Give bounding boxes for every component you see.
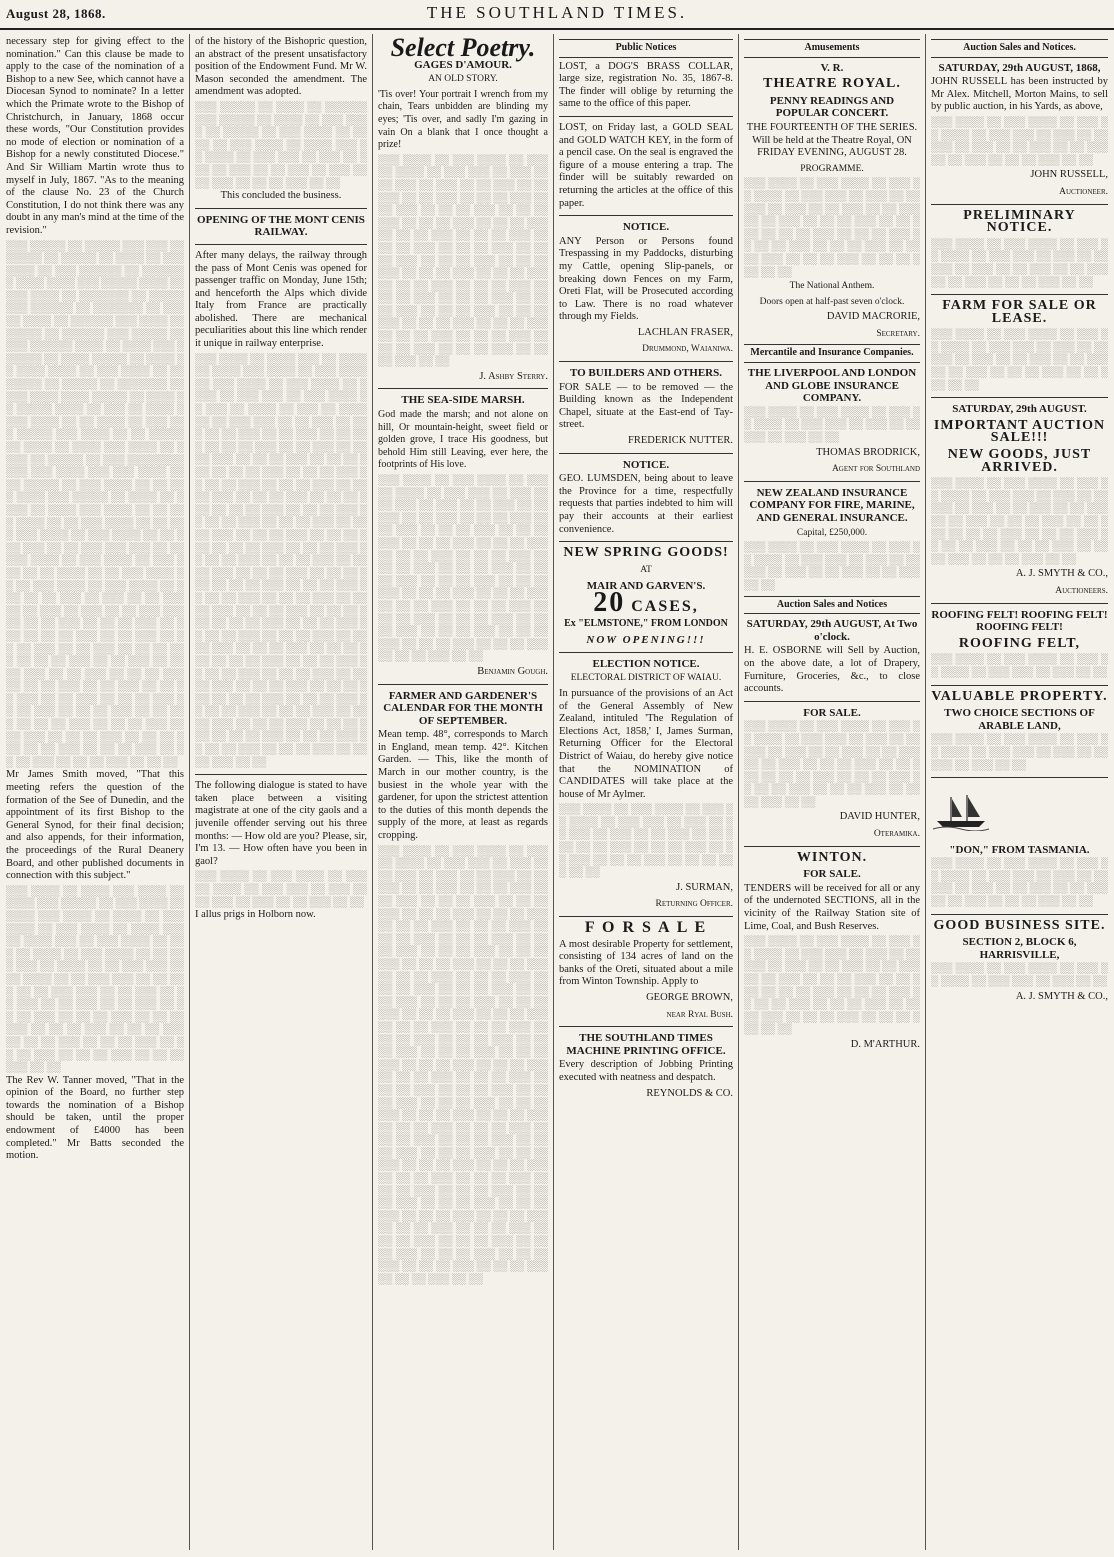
illegible-text: ░░░ ░░░░ ░░ ░░░ ░░░░ ░░ ░░░ ░░ ░░░░ ░░ ░░░ ░░░ ░░ ░░░ ░░ ░░ ░░░ ░░ ░░░ ░░ ░░ [931,734,1108,771]
ad-heading: WINTON. [796,849,868,865]
illegible-text: ░░░ ░░░░ ░░ ░░░ ░░░░ ░░ ░░░ ░░ ░░░░ ░░ ░░░ ░░░ ░░ ░░░ ░░ ░░ [931,963,1108,988]
article-note: This concluded the business. [220,190,342,202]
illegible-text: ░░░ ░░░░ ░░ ░░░░ ░░░ ░░ ░░░░ ░░ ░░░░ ░░░ ░░░░ ░░ ░░░ ░░░░ ░░ ░░░ ░░░░ ░░ ░░░ ░░░░ ░░ ░░░░ ░░ ░░░ ░░░ ░░ ░░░ ░░░░ ░░ ░░░ ░░ ░░░░ ░░ ░░░ ░░ ░░░░ ░░ ░░ ░░░ ░░░ ░░ ░░ ░░░ ░░ ░░░ ░░ ░░ ░░░ ░░ ░░ ░░░ ░░ ░░ ░░░ ░░ ░░ ░░ ░░░ ░░ ░░ ░░░ ░░ ░░ ░░ ░░░ ░░ ░░ ░░ ░░░ ░░ ░░ ░░ ░░░ ░░ ░░ ░░ ░░░ ░░ ░░ ░░ ░░░ ░░ ░░ ░░ ░░░ ░░ ░░ ░░ ░░░ ░░ ░░ ░░ ░░░ ░░ ░░ ░░ ░░░ ░░ ░░ ░░ ░░░ ░░ ░░ ░░ ░░░ ░░ ░░ ░░ ░░░ ░░ ░░ ░░ ░░░ ░░ ░░ ░░ ░░░ ░░ ░░ ░░ ░░░ ░░ ░░ ░░ ░░░ ░░ ░░ ░░ ░░░ ░░ ░░ ░░ ░░░ ░░ ░░ ░░ ░░░ ░░ ░░ ░░ ░░░ ░░ ░░ ░░ ░░░ ░░ ░░ ░░ ░░░ ░░ ░░ ░░ ░░░ ░░ ░░ ░░ ░░░ ░░ ░░ ░░ ░░░ ░░ ░░ ░░ ░░░ ░░ ░░ ░░ ░░░ ░░ ░░ ░░ ░░░ ░░ ░░ ░░ ░░░ ░░ ░░ ░░ ░░░ ░░ ░░ ░░ ░░░ ░░ ░░ ░░ ░░░ ░░ ░░ ░░ ░░░ ░░ ░░ ░░ ░░░ ░░ ░░ ░░ ░░░ ░░ ░░ ░░ ░░░ ░░ ░░ ░░ ░░░ ░░ ░░ ░░ ░░░ ░░ ░░ ░░ ░░░ ░░ ░░ ░░ ░░░ ░░ ░░ ░░ ░░░ ░░ ░░ ░░ ░░░ ░░ ░░ ░░ ░░░ ░░ ░░ ░░ ░░░ ░░ ░░ ░░ ░░░ ░░ ░░ ░░ ░░░ ░░ ░░ ░░ ░░░ ░░ ░░ ░░ ░░░ ░░ ░░ ░░ ░░░ ░░ ░░ ░░ ░░░ ░░ ░░ ░░ ░░░ ░░ ░░ ░░ ░░░ ░░ ░░ ░░ ░░░ ░░ ░░ ░░ ░░░ ░░ ░░ ░░ ░░░ ░░ ░░ ░░ ░░░ ░░ ░░ ░░ ░░░ ░░ ░░ [195,353,367,768]
divider [559,215,733,216]
programme-label: PROGRAMME. [800,163,864,174]
notice-signature: J. SURMAN, [676,881,733,893]
section-header: Public Notices [559,39,733,58]
article-heading: OPENING OF THE MONT CENIS RAILWAY. [197,213,365,239]
ad-heading: IMPORTANT AUCTION SALE!!! [933,417,1106,446]
ad-signature: A. J. SMYTH & CO., [1015,990,1108,1002]
illegible-text: ░░░ ░░░░ ░░ ░░░ ░░░░ ░░ ░░░ ░░ ░░░░ ░░ ░░░ ░░░ ░░ ░░░ ░░ ░░ ░░░ ░░ ░░░ ░░ ░░ ░░░ ░░ ░░ ░░░ ░░ ░░ ░░░ ░░ ░░ ░░ ░░░ ░░ ░░ ░░░ ░░ ░░ ░░ ░░░ ░░ ░░ ░░ ░░░ ░░ ░░ ░░ ░░░ ░░ ░░ ░░ ░░░ ░░ ░░ ░░ ░░░ ░░ ░░ ░░ ░░░ ░░ ░░ ░░ ░░░ ░░ ░░ [744,178,920,278]
notice-signature: LACHLAN FRASER, [637,326,733,338]
ad-heading: THEATRE ROYAL. [763,76,901,92]
divider [559,652,733,653]
illegible-text: ░░░ ░░░░ ░░ ░░░ ░░░░ ░░ ░░░ ░░ ░░░░ ░░ ░░░ ░░░ ░░ ░░░ ░░ ░░ ░░░ ░░ ░░░ ░░ ░░ ░░░ ░░ ░░ ░░░ ░░ ░░ ░░░ ░░ ░░ ░░ ░░░ ░░ ░░ ░░░ ░░ ░░ ░░ ░░░ ░░ ░░ ░░ ░░░ ░░ ░░ ░░ ░░░ ░░ ░░ ░░ ░░░ ░░ ░░ ░░ ░░░ ░░ ░░ [744,721,920,808]
article-text: necessary step for giving effect to the nomination." Can this clause be made to apply to the case of the nomination of a Bishop to a new See, which cannot have a Diocesan Synod to nominate? In a letter which the Primate wrote to the Bishop of Christchurch, in January, 1868 occur these words, "Our Constitution provides no mode of election or nomination of a Bishop for a newly constituted Diocese." And Sir William Martin wrote thus to myself in July, 1867. "As to the meaning of the clause No. 23 of the Church Constitution, I do not think there was any doubt in any man's mind at the time of the revision." [6,36,184,236]
ad-heading: FARM FOR SALE OR LEASE. [942,298,1097,326]
masthead-title: THE SOUTHLAND TIMES. [426,3,688,22]
ad-heading: FOR SALE. [803,868,861,881]
masthead-date: August 28, 1868. [6,6,106,21]
ad-heading: "DON," FROM TASMANIA. [949,843,1090,856]
notice-subheading: ELECTORAL DISTRICT OF WAIAU. [570,673,722,684]
illegible-text: ░░░ ░░░░ ░░ ░░░ ░░░░ ░░ ░░░ ░░ ░░░░ ░░ ░░░ ░░░ ░░ ░░░ ░░ ░░ ░░░ ░░ ░░░ ░░ ░░ ░░░ ░░ ░░ ░░░ ░░ ░░ ░░░ ░░ ░░ ░░ ░░░ ░░ ░░ ░░░ ░░ ░░ ░░ ░░░ ░░ ░░ ░░ ░░░ ░░ ░░ ░░ ░░░ ░░ ░░ ░░ ░░░ ░░ ░░ ░░ ░░░ ░░ ░░ ░░ ░░░ ░░ ░░ [931,478,1108,565]
column-rule [553,34,554,1550]
ad-signature: Secretary. [876,328,920,339]
column-1 [6,36,184,1548]
article-text: The following dialogue is stated to have taken place between a visiting magistrate at one of the city gaols and a juvenile offender serving out his three months: — How old are you? Please, sir, I'm 13. — How often have you been in gaol? [195,780,367,867]
ad-heading: NEW GOODS, JUST ARRIVED. [947,447,1092,475]
notice-text: GEO. LUMSDEN, being about to leave the Province for a time, respectfully requests that parties indebted to him will pay their accounts at their earliest convenience. [559,473,733,535]
article-heading: FARMER AND GARDENER'S CALENDAR FOR THE MONTH OF SEPTEMBER. [383,689,543,727]
poem-author: Benjamin Gough. [477,665,548,677]
divider [559,453,733,454]
notice-signature: FREDERICK NUTTER. [628,435,733,447]
ad-heading: THE SOUTHLAND TIMES MACHINE PRINTING OFFICE. [566,1032,726,1057]
cases-label: CASES, [631,597,699,615]
poem-title: GAGES D'AMOUR. [414,58,512,71]
notice-signature: GEORGE BROWN, [646,992,733,1003]
ad-heading: GOOD BUSINESS SITE. [933,917,1106,933]
ad-text: Capital, £250,000. [796,527,868,538]
ad-heading: SATURDAY, 29th AUGUST. [952,403,1087,416]
illegible-text: ░░░ ░░░░ ░░ ░░░ ░░░░ ░░ ░░░ ░░ ░░░░ ░░ ░░░ ░░░ ░░ ░░░ ░░ ░░ ░░░ ░░ ░░░ ░░ ░░ ░░░ ░░ ░░ [195,871,367,908]
royal-cypher: V. R. [820,61,844,74]
divider [931,294,1108,295]
ad-heading: NEW ZEALAND INSURANCE COMPANY FOR FIRE, MARINE, AND GENERAL INSURANCE. [749,486,915,524]
poem-title: THE SEA-SIDE MARSH. [401,394,525,407]
divider [559,361,733,362]
column-6 [931,36,1108,1548]
ad-heading: NEW SPRING GOODS! [563,545,729,561]
notice-heading: TO BUILDERS AND OTHERS. [569,367,722,380]
divider [559,116,733,117]
section-masthead: Select Poetry. [390,36,536,62]
ad-text: Ex "ELMSTONE," FROM LONDON [564,617,728,629]
notice-text: FOR SALE — to be removed — the Building known as the Independent Chapel, situate at the East-end of Tay-street. [559,381,733,431]
column-5 [744,36,920,1548]
divider [931,685,1108,686]
poem-text: God made the marsh; and not alone on hill, Or mountain-height, sweet field or golden grove, I trace His goodness, but behold Him still Leaving, ever here, the footprints of His love. [378,409,548,471]
ad-signature: Auctioneer. [1059,186,1108,197]
ad-signature: Agent for Southland [831,464,920,475]
ad-signature: Auctioneers. [1055,585,1108,596]
poem-text: 'Tis over! Your portrait I wrench from my chain, Tears unbidden are blinding my eyes; 'Tis over, and sadly I'm gazing in vain On a blank that I once thought a prize! [378,88,548,151]
notice-heading: NOTICE. [622,458,670,471]
section-header: Auction Sales and Notices. [931,39,1108,58]
poem-author: J. Ashby Sterry. [479,370,548,382]
ad-text: JOHN RUSSELL has been instructed by Mr Alex. Mitchell, Morton Mains, to sell by public auction, in his Yards, as above, [931,76,1108,113]
divider [931,397,1108,398]
article-text: of the history of the Bishopric question, an abstract of the present unsatisfactory position of the Endowment Fund. Mr W. Mason seconded the amendment. The amendment was adopted. [195,36,367,98]
divider [931,204,1108,205]
ad-heading: SECTION 2, BLOCK 6, HARRISVILLE, [962,936,1077,961]
article-text: I allus prigs in Holborn now. [195,909,316,921]
illegible-text: ░░░ ░░░░ ░░ ░░░ ░░░░ ░░ ░░░ ░░ ░░░░ ░░ ░░░ ░░░ ░░ ░░░ ░░ ░░ [931,654,1108,678]
poem-subtitle: AN OLD STORY. [428,74,498,85]
illegible-text: ░░░ ░░░░ ░░ ░░░ ░░░░ ░░ ░░░ ░░ ░░░░ ░░ ░░░ ░░░ ░░ ░░░ ░░ ░░ ░░░ ░░ ░░░ ░░ ░░ ░░░ ░░ ░░ ░░░ ░░ ░░ ░░░ ░░ ░░ ░░ ░░░ ░░ ░░ ░░░ ░░ ░░ ░░ ░░░ ░░ ░░ ░░ ░░░ ░░ ░░ [559,804,733,879]
illegible-text: ░░░ ░░░░░ ░░ ░░░░░ ░░░ ░░░ ░░░░░░░ ░░ ░░░░░ ░░ ░░░░ ░░ ░░░░░░░ ░░ ░░░ ░░░░░░ ░░ ░░░░░░░ ░░░░ ░░░░ ░░░ ░░░░░ ░░░░ ░░ ░░░ ░░░░ ░░ ░░░░░░░ ░░ ░░░░░ ░░░ ░░░░░░ ░░ ░░░░░░░ ░░ ░░░░░ ░░░░ ░░ ░░░░░░ ░░░ ░░░░ ░░ ░░░░░ ░░ ░░░░░░ ░░░ ░░░░░ ░░ ░░░ ░░░░░░ ░░░░ ░░ ░░░░ ░░░ ░░░░░░ ░░ ░░░░ ░░░░░ ░░ ░░░░ ░░ ░░░░ ░░░░ ░░ ░░░ ░░░░ ░░ ░░░░░░░ ░░ ░░░░░ ░░ ░░░░░░░ ░░ ░░░ ░░░░ ░░░░ ░░░░░ ░░ ░░░░ ░░ ░░░░░ ░░░░ ░░ ░░░ ░░ ░░░░ ░░░░ ░░░░ ░░ ░░ ░░░░ ░░ ░░░ ░░░ ░░░░░ ░░░ ░░░░ ░░ ░░ ░░░░░ ░░ ░░░░ ░░ ░░░░ ░░░ ░░░░ ░░ ░░░░ ░░ ░░░░░ ░░ ░░░ ░░░░░░░░ ░░░ ░░░ ░░░░ ░░░ ░░░ ░░░░ ░░ ░░ ░░░░░ ░░ ░░░ ░░░░ ░░ ░░ ░░░ ░░░░ ░░░ ░░░░░ ░░ ░░░░ ░░ ░░░░ ░░ ░░░░ ░░░ ░░░░ ░░ ░░ ░░░ ░░░░ ░░ ░░ ░░░ ░░░░ ░░ ░░ ░░░ ░░░ ░░░░ ░░ ░░░ ░░░░ ░░ ░░ ░░░ ░░░ ░░ ░░ ░░░ ░░░ ░░░ ░░ ░░ ░░░ ░░░░ ░░ ░░░ ░░░░ ░░ ░░░ ░░░ ░░ ░░ ░░░░ ░░ ░░ ░░░ ░░░░ ░░ ░░ ░░░ ░░░░ ░░ ░░░ ░░░░ ░░ ░░░ ░░ ░░ ░░░ ░░ ░░░ ░░ ░░ ░░░ ░░ ░░ ░░░ ░░ ░░░ ░░ ░░ ░░░ ░░░ ░░ ░░ ░░ ░░░ ░░ ░░ ░░ ░░░ ░░ ░░░ ░░ ░░ ░░ ░░░ ░░ ░░ ░░░ ░░ ░░ ░░ ░░░ ░░ ░░ ░░░ ░░ ░░ ░░ ░░░ ░░ ░░ ░░ ░░░ ░░ ░░ ░░░ ░░ ░░ ░░ ░░░ ░░ ░░ ░░░ ░░ ░░ ░░ ░░░ ░░ ░░ ░░ ░░░ ░░ ░░ ░░░ ░░ ░░ ░░ ░░░ ░░ ░░ ░░░ ░░ ░░ ░░ ░░░ ░░ ░░ ░░░ ░░ ░░ ░░ ░░░ ░░ ░░ ░░░ ░░ ░░ ░░ ░░░ ░░ ░░ ░░ ░░░ ░░ ░░ ░░░ ░░ ░░ ░░ ░░░ ░░ ░░ ░░ ░░░ ░░ ░░ ░░░ ░░ ░░ ░░ ░░░ ░░ ░░ ░░ ░░░ ░░ ░░ ░░ ░░░ ░░ ░░ ░░ [6,240,184,768]
illegible-text: ░░░ ░░░░ ░░ ░░░ ░░░░ ░░ ░░░ ░░ ░░░░ ░░ ░░░ ░░░ ░░ ░░░ ░░ ░░ ░░░ ░░ ░░░ ░░ ░░ ░░░ ░░ ░░ ░░░ ░░ ░░ ░░░ ░░ ░░ ░░ ░░░ ░░ ░░ ░░░ ░░ ░░ ░░ ░░░ ░░ ░░ ░░ ░░░ ░░ ░░ ░░ ░░░ ░░ ░░ ░░ ░░░ ░░ ░░ ░░ ░░░ ░░ ░░ ░░ ░░░ ░░ ░░ ░░ ░░░ ░░ ░░ ░░ ░░░ ░░ ░░ ░░ ░░░ ░░ ░░ ░░ ░░░ ░░ ░░ ░░ ░░░ ░░ ░░ ░░ ░░░ ░░ ░░ ░░ ░░░ ░░ ░░ ░░ ░░░ ░░ ░░ ░░ ░░░ ░░ ░░ ░░ ░░░ ░░ ░░ ░░ ░░░ ░░ ░░ ░░ ░░░ ░░ ░░ ░░ ░░░ ░░ ░░ ░░ ░░░ ░░ ░░ ░░ ░░░ ░░ ░░ ░░ ░░░ ░░ ░░ ░░ ░░░ ░░ ░░ [378,475,548,663]
ad-heading: SATURDAY, 29th AUGUST, 1868, [938,61,1101,74]
ad-text: THE FOURTEENTH OF THE SERIES. Will be held at the Theatre Royal, ON FRIDAY EVENING, AUGUST 28. [746,121,918,159]
divider [744,701,920,702]
ad-heading: ROOFING FELT! ROOFING FELT! ROOFING FELT! [931,608,1108,634]
ad-heading: TWO CHOICE SECTIONS OF ARABLE LAND, [944,707,1095,732]
ad-heading: SATURDAY, 29th AUGUST, At Two o'clock. [746,618,918,643]
notice-signature: Drummond, Waianiwa. [642,344,733,355]
ad-signature: DAVID HUNTER, [839,811,920,823]
divider [195,774,367,775]
illegible-text: ░░░ ░░░░ ░░ ░░░ ░░░░ ░░ ░░░ ░░ ░░░░ ░░ ░░░ ░░░ ░░ ░░░ ░░ ░░ ░░░ ░░ ░░░ ░░ ░░ ░░░ ░░ ░░ ░░░ ░░ ░░ ░░░ ░░ ░░ ░░ ░░░ ░░ ░░ ░░░ ░░ ░░ ░░ ░░░ ░░ ░░ ░░ ░░░ ░░ ░░ ░░ ░░░ ░░ ░░ ░░ ░░░ ░░ ░░ ░░ ░░░ ░░ ░░ ░░ ░░░ ░░ ░░ ░░ ░░░ ░░ ░░ [744,936,920,1036]
section-header: Auction Sales and Notices [744,596,920,615]
notice-text: LOST, on Friday last, a GOLD SEAL and GOLD WATCH KEY, in the form of a pencil case. On the seal is engraved the figure of a mouse entering a trap. The finder will be suitably rewarded on returning the articles at the office of this paper. [559,121,733,209]
ad-signature: JOHN RUSSELL, [1030,169,1108,181]
notice-signature: near Ryal Bush. [666,1009,733,1020]
illegible-text: ░░░ ░░░░ ░░ ░░░ ░░░░ ░░ ░░░ ░░ ░░░░ ░░ ░░░ ░░░ ░░ ░░░ ░░ ░░ ░░░ ░░ ░░░ ░░ ░░ ░░░ ░░ ░░ ░░░ ░░ ░░ [744,542,920,591]
divider [378,684,548,685]
illegible-text: ░░░ ░░░░ ░░ ░░░ ░░░░ ░░ ░░░ ░░ ░░░░ ░░ ░░░ ░░░ ░░ ░░░ ░░ ░░ ░░░ ░░ ░░░ ░░ ░░ ░░░ ░░ ░░ ░░░ ░░ ░░ ░░░ ░░ ░░ ░░ ░░░ ░░ ░░ [931,116,1108,166]
illegible-text: ░░░ ░░░░ ░░ ░░░░ ░░░ ░░░░ ░░ ░░░░ ░░░ ░░░░░ ░░ ░░░ ░░░░ ░░ ░░░░ ░░░ ░░░░ ░░ ░░░░ ░░ ░░░ ░░░░ ░░ ░░░ ░░░░ ░░ ░░░░ ░░░ ░░ ░░░░ ░░░ ░░ ░░░ ░░░░ ░░ ░░░ ░░ ░░░░ ░░ ░░░ ░░░░ ░░ ░░ ░░░ ░░░ ░░ ░░░░ ░░ ░░ ░░░ ░░░ ░░ ░░ ░░░░ ░░ ░░ ░░░ ░░░ ░░ ░░ ░░░ ░░ ░░ ░░░ ░░░ ░░ ░░ ░░░ ░░ ░░ ░░░ ░░ ░░ ░░░ ░░ ░░ ░░░ ░░ ░░ ░░ ░░░ ░░ ░░ ░░ ░░░ ░░ ░░ ░░ ░░░ ░░ ░░ ░░ ░░░ ░░ ░░ ░░ ░░░ ░░ ░░ ░░ ░░░ ░░ ░░ ░░ ░░░ ░░ ░░ ░░ ░░░ ░░ ░░ ░░ ░░░ ░░ ░░ ░░ ░░░ ░░ ░░ [6,885,184,1074]
column-rule [372,34,373,1550]
ad-heading: PRELIMINARY NOTICE. [963,207,1076,236]
ad-signature: REYNOLDS & CO. [646,1087,733,1099]
column-2 [195,36,367,1548]
ad-heading: PENNY READINGS AND POPULAR CONCERT. [769,94,895,120]
illegible-text: ░░░ ░░░░░ ░░ ░░░░ ░░ ░░░░░░ ░░░ ░░░░░ ░░ ░░░░ ░░ ░░░ ░░░░ ░░ ░░░░░ ░░ ░░░ ░░░░ ░░ ░░░░ ░░ ░░░ ░░░░ ░░ ░░░░ ░░░ ░░ ░░░░ ░░ ░░░ ░░░ ░░ ░░░ ░░ ░░░ ░░ ░░░ ░░ ░░ ░░░ ░░ ░░░ ░░ ░░ ░░░ ░░ ░░ ░░ ░░░ ░░ ░░ [195,101,367,189]
ad-heading: F O R S A L E [584,919,708,937]
illegible-text: ░░░ ░░░░ ░░ ░░░ ░░░░ ░░ ░░░ ░░ ░░░░ ░░ ░░░ ░░░ ░░ ░░░ ░░ ░░ ░░░ ░░ ░░░ ░░ ░░ ░░░ ░░ ░░ ░░░ ░░ ░░ ░░░ ░░ ░░ ░░ ░░░ ░░ ░░ [931,858,1108,908]
column-rule [189,34,190,1550]
illegible-text: ░░░ ░░░░ ░░ ░░░ ░░░░ ░░ ░░░ ░░ ░░░░ ░░ ░░░ ░░░ ░░ ░░░ ░░ ░░ ░░░ ░░ ░░░ ░░ ░░ ░░░ ░░ ░░ ░░░ ░░ ░░ ░░░ ░░ ░░ ░░ ░░░ ░░ ░░ ░░░ ░░ ░░ ░░ ░░░ ░░ ░░ ░░ ░░░ ░░ ░░ ░░ ░░░ ░░ ░░ ░░ ░░░ ░░ ░░ ░░ ░░░ ░░ ░░ ░░ ░░░ ░░ ░░ ░░ ░░░ ░░ ░░ ░░ ░░░ ░░ ░░ ░░ ░░░ ░░ ░░ ░░ ░░░ ░░ ░░ ░░ ░░░ ░░ ░░ ░░ ░░░ ░░ ░░ ░░ ░░░ ░░ ░░ ░░ ░░░ ░░ ░░ ░░ ░░░ ░░ ░░ ░░ ░░░ ░░ ░░ ░░ ░░░ ░░ ░░ ░░ ░░░ ░░ ░░ ░░ ░░░ ░░ ░░ ░░ ░░░ ░░ ░░ ░░ ░░░ ░░ ░░ ░░ ░░░ ░░ ░░ ░░ ░░░ ░░ ░░ ░░ ░░░ ░░ ░░ ░░ ░░░ ░░ ░░ ░░ ░░░ ░░ ░░ ░░ ░░░ ░░ ░░ [378,154,548,368]
divider [931,603,1108,604]
illegible-text: ░░░ ░░░░ ░░ ░░░ ░░░░ ░░ ░░░ ░░ ░░░░ ░░ ░░░ ░░░ ░░ ░░░ ░░ ░░ ░░░ ░░ ░░░ ░░ ░░ [744,406,920,444]
notice-text: A most desirable Property for settlement, consisting of 134 acres of land on the banks of the Oreti, situated about a mile from Winton Township. Apply to [559,938,733,988]
ad-heading: MAIR AND GARVEN'S. [586,580,706,593]
divider [378,388,548,389]
ad-signature: A. J. SMYTH & CO., [1015,568,1108,580]
notice-heading: ELECTION NOTICE. [592,657,700,670]
divider [559,916,733,917]
notice-text: In pursuance of the provisions of an Act of the General Assembly of New Zealand, intituled 'The Regulation of Elections Act, 1858,' I, James Surman, Returning Officer for the Electoral District of Waiau, do hereby give notice that the NOMINATION of CANDIDATES will take place at the house of Mr Aylmer. [559,687,733,800]
ad-heading: THE LIVERPOOL AND LONDON AND GLOBE INSURANCE COMPANY. [747,367,917,405]
ad-text: AT [640,564,652,575]
ship-icon [931,791,991,831]
divider [195,244,367,245]
ad-heading: ROOFING FELT, [958,635,1081,651]
section-header: Amusements [744,39,920,58]
divider [744,846,920,847]
illegible-text: ░░░ ░░░░ ░░ ░░░ ░░░░ ░░ ░░░ ░░ ░░░░ ░░ ░░░ ░░░ ░░ ░░░ ░░ ░░ ░░░ ░░ ░░░ ░░ ░░ ░░░ ░░ ░░ ░░░ ░░ ░░ ░░░ ░░ ░░ ░░ ░░░ ░░ ░░ ░░░ ░░ ░░ ░░ ░░░ ░░ ░░ ░░ ░░░ ░░ ░░ ░░ ░░░ ░░ ░░ ░░ ░░░ ░░ ░░ ░░ ░░░ ░░ ░░ ░░ ░░░ ░░ ░░ ░░ ░░░ ░░ ░░ ░░ ░░░ ░░ ░░ ░░ ░░░ ░░ ░░ ░░ ░░░ ░░ ░░ ░░ ░░░ ░░ ░░ ░░ ░░░ ░░ ░░ ░░ ░░░ ░░ ░░ ░░ ░░░ ░░ ░░ ░░ ░░░ ░░ ░░ ░░ ░░░ ░░ ░░ ░░ ░░░ ░░ ░░ ░░ ░░░ ░░ ░░ ░░ ░░░ ░░ ░░ ░░ ░░░ ░░ ░░ ░░ ░░░ ░░ ░░ ░░ ░░░ ░░ ░░ ░░ ░░░ ░░ ░░ ░░ ░░░ ░░ ░░ ░░ ░░░ ░░ ░░ ░░ ░░░ ░░ ░░ ░░ ░░░ ░░ ░░ ░░ ░░░ ░░ ░░ ░░ ░░░ ░░ ░░ ░░ ░░░ ░░ ░░ ░░ ░░░ ░░ ░░ ░░ ░░░ ░░ ░░ ░░ ░░░ ░░ ░░ ░░ ░░░ ░░ ░░ ░░ ░░░ ░░ ░░ ░░ ░░░ ░░ ░░ ░░ ░░░ ░░ ░░ ░░ ░░░ ░░ ░░ ░░ ░░░ ░░ ░░ ░░ ░░░ ░░ ░░ ░░ ░░░ ░░ ░░ ░░ ░░░ ░░ ░░ ░░ ░░░ ░░ ░░ ░░ ░░░ ░░ ░░ ░░ ░░░ ░░ ░░ ░░ ░░░ ░░ ░░ ░░ ░░░ ░░ ░░ ░░ ░░░ ░░ ░░ ░░ ░░░ ░░ ░░ ░░ ░░░ ░░ ░░ ░░ ░░░ ░░ ░░ ░░ ░░░ ░░ ░░ ░░ ░░░ ░░ ░░ ░░ ░░░ ░░ ░░ ░░ ░░░ ░░ ░░ ░░ ░░░ ░░ ░░ ░░ ░░░ ░░ ░░ ░░ ░░░ ░░ ░░ ░░ ░░░ ░░ ░░ ░░ ░░░ ░░ ░░ ░░ ░░░ ░░ ░░ ░░ ░░░ ░░ ░░ ░░ ░░░ ░░ ░░ ░░ ░░░ ░░ ░░ ░░ ░░░ ░░ ░░ ░░ ░░░ ░░ ░░ ░░ ░░░ ░░ ░░ ░░ ░░░ ░░ ░░ [378,845,548,1285]
ad-text: H. E. OSBORNE will Sell by Auction, on the above date, a lot of Drapery, Furniture, Groceries, &c., to close accounts. [744,645,920,695]
ad-text: TENDERS will be received for all or any of the undernoted SECTIONS, all in the vicinity of the Railway Station site of Lime, Coal, and Bush Reserves. [744,882,920,932]
ad-heading: VALUABLE PROPERTY. [931,688,1108,704]
illegible-text: ░░░ ░░░░ ░░ ░░░ ░░░░ ░░ ░░░ ░░ ░░░░ ░░ ░░░ ░░░ ░░ ░░░ ░░ ░░ ░░░ ░░ ░░░ ░░ ░░ ░░░ ░░ ░░ ░░░ ░░ ░░ ░░░ ░░ ░░ ░░ ░░░ ░░ ░░ ░░░ ░░ ░░ [931,329,1108,391]
column-3 [378,36,548,1548]
ad-text: The National Anthem. [789,281,875,292]
article-text: Mean temp. 48°, corresponds to March in England, mean temp. 42°. Kitchen Garden. — This, like the month of March in our mother country, is the busiest in the whole year with the gardener, for upon the strictest attention to the duties of this month depends the supply of the more, at least as regards cropping. [378,729,548,842]
ad-text: Doors open at half-past seven o'clock. [759,296,905,307]
divider [931,914,1108,915]
ad-heading: FOR SALE. [803,706,861,719]
notice-heading: NOTICE. [622,221,670,234]
cases-count: 20 [593,586,626,618]
notice-text: LOST, a DOG'S BRASS COLLAR, large size, registration No. 35, 1867-8. The finder will oblige by returning the same to the office of this paper. [559,60,733,110]
article-text: The Rev W. Tanner moved, "That in the opinion of the Board, no further step towards the nomination of a Bishop should be taken, until the proper endowment of £4000 has been completed." Mr Batts seconded the motion. [6,1074,184,1162]
column-rule [738,34,739,1550]
article-text: After many delays, the railway through the pass of Mont Cenis was opened for passenger traffic on Monday, June 15th; and henceforth the Alps which divide Italy from France are practically abolished. There are mechanical peculiarities about this line which render it unique in railway enterprise. [195,249,367,350]
divider [559,1026,733,1027]
section-header: Mercantile and Insurance Companies. [744,344,920,363]
divider [931,777,1108,778]
ad-signature: Oteramika. [873,829,920,840]
ad-signature: D. M'ARTHUR. [850,1038,920,1050]
illegible-text: ░░░ ░░░░ ░░ ░░░ ░░░░ ░░ ░░░ ░░ ░░░░ ░░ ░░░ ░░░ ░░ ░░░ ░░ ░░ ░░░ ░░ ░░░ ░░ ░░ ░░░ ░░ ░░ ░░░ ░░ ░░ ░░░ ░░ ░░ ░░ ░░░ ░░ ░░ [931,238,1108,288]
article-text: Mr James Smith moved, "That this meeting refers the question of the formation of the See of Dunedin, and the appointment of its first Bishop to the General Synod, for their final decision; and also appends, for their information, the proceedings of the Rural Deanery Board, and other published documents in connection with this subject." [6,769,184,882]
ad-text: NOW OPENING!!! [586,634,706,647]
column-4 [559,36,733,1548]
ad-signature: THOMAS BRODRICK, [816,446,920,458]
notice-text: ANY Person or Persons found Trespassing in my Paddocks, disturbing my Cattle, opening Slip-panels, or breaking down Fences on my Farm, Oreti Flat, will be Prosecuted according to Law. There is no road whatever through my Fields. [559,235,733,323]
ad-signature: DAVID MACRORIE, [826,311,920,323]
masthead [0,0,1114,30]
divider [195,208,367,209]
column-rule [925,34,926,1550]
ad-text: Every description of Jobbing Printing executed with neatness and despatch. [559,1059,733,1083]
notice-signature: Returning Officer. [655,899,733,910]
divider [744,481,920,482]
divider [559,541,733,542]
